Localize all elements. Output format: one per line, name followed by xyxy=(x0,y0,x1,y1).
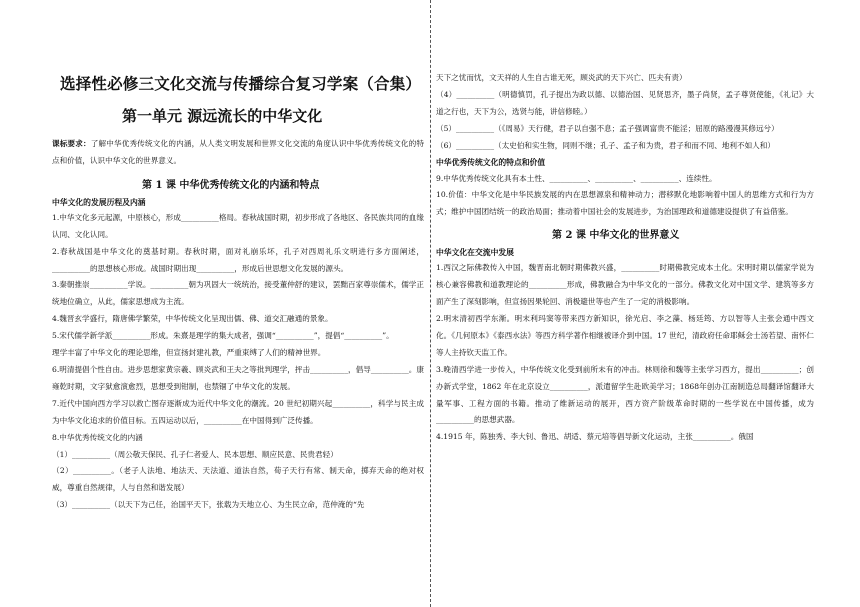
paragraph: （5）__________（《周易》天行健，君子以自强不息；孟子强调富贵不能淫；屈原的路漫漫其修远兮） xyxy=(436,123,779,133)
left-column xyxy=(52,136,424,514)
paragraph: 理学丰富了中华文化的理论思维，但宣扬封建礼教，严重束缚了人们的精神世界。 xyxy=(52,348,326,358)
right-column xyxy=(436,70,814,446)
unit-title: 第一单元 源远流长的中华文化 xyxy=(122,107,323,125)
section-heading-history: 中华文化的发展历程及内涵 xyxy=(52,197,146,207)
paragraph: 3.晚清西学进一步传入，中华传统文化受到前所未有的冲击。林则徐和魏等主张学习西方，提出__________；创办新式学堂，1862 年在北京设立__________，派遣留学生赴欧美学习；1868年创办江南制造总局翻译馆翻译大量军事、工程方面的书籍。推动了维新运动的展开，西方资产阶级革命时期的一些学说在中国传播，成为__________的思想武器。 xyxy=(436,364,814,425)
paragraph: （2）__________。（老子人法地、地法天、天法道、道法自然，荀子天行有常、制天命，掷弃天命的绝对权威，尊重自然规律，人与自然和谐发展） xyxy=(52,466,424,493)
paragraph: 1.中华文化多元起源，中原核心，形成__________格局。春秋战国时期，初步形成了各地区、各民族共同的血缘认同、文化认同。 xyxy=(52,212,424,239)
paragraph: 4.魏晋玄学盛行，隋唐佛学繁荣，中华传统文化呈现出儒、佛、道交汇融通的景象。 xyxy=(52,314,333,324)
lesson2-title: 第 2 课 中华文化的世界意义 xyxy=(552,230,680,242)
lesson1-heading-wrap xyxy=(52,170,424,196)
paragraph: （4）__________（明德慎罚，孔子提出为政以德、以德治国、见贤思齐，墨子尚贤，孟子尊贤使能，《礼记》大道之行也，天下为公，选贤与能，讲信修睦。） xyxy=(436,89,814,116)
lesson2-heading-wrap xyxy=(436,221,814,245)
standard-label: 课标要求： xyxy=(52,139,91,148)
paragraph: 6.明清提倡个性自由。进步思想家黄宗羲、顾炎武和王夫之等批判理学，抨击__________，倡导__________。康雍乾时期，文字狱愈演愈烈，思想受到钳制，也禁锢了中华文化的发展。 xyxy=(52,364,424,391)
section-heading-features: 中华优秀传统文化的特点和价值 xyxy=(436,157,546,167)
paragraph: 3.秦朝推崇__________学说。__________朝为巩固大一统统治，接受董仲舒的建议，罢黜百家尊崇儒术，儒学正统地位确立，从此，儒家思想成为主流。 xyxy=(52,280,424,307)
column-divider xyxy=(430,0,431,607)
curriculum-standard xyxy=(52,136,424,170)
left-paragraphs xyxy=(52,210,424,514)
paragraph: （6）__________（太史伯和实生物，同则不继；孔子、孟子和为贵，君子和而不同、地利不如人和） xyxy=(436,140,775,150)
paragraph: （3）__________（以天下为己任，治国平天下，张载为天地立心、为生民立命，范仲淹的“先 xyxy=(52,500,365,510)
paragraph: 天下之忧而忧，文天祥的人生自古谁无死，顾炎武的天下兴亡、匹夫有责） xyxy=(436,73,687,82)
section-heading-exchange: 中华文化在交流中发展 xyxy=(436,248,514,258)
paragraph: 5.宋代儒学新学派__________形成。朱熹是理学的集大成者，强调“__________”，提倡“__________”。 xyxy=(52,331,394,341)
lesson1-title: 第 1 课 中华优秀传统文化的内涵和特点 xyxy=(142,179,320,191)
paragraph: 7.近代中国向西方学习以救亡图存逐渐成为近代中华文化的潮流。20 世纪初期兴起__________，科学与民主成为中华文化追求的价值目标。五四运动以后，__________在中国得到广泛传播。 xyxy=(52,398,424,425)
paragraph: 8.中华优秀传统文化的内涵 xyxy=(52,432,143,442)
document-title: 选择性必修三文化交流与传播综合复习学案（合集） xyxy=(60,74,422,93)
paragraph: （1）__________（周公敬天保民、孔子仁者爱人、民本思想、顺应民意、民贵君轻） xyxy=(52,449,338,459)
paragraph: 4.1915 年，陈独秀、李大钊、鲁迅、胡适、蔡元培等倡导新文化运动，主张__________。俄国 xyxy=(436,432,754,442)
paragraph: 2.明末清初西学东渐。明末利玛窦等带来西方新知识，徐光启、李之藻、杨廷筠、方以智等人主张会通中西文化。《几何原本》《泰西水法》等西方科学著作相继被译介到中国。17 世纪，清政府任命耶稣会士汤若望、南怀仁等人主持钦天监工作。 xyxy=(436,313,814,357)
paragraph: 9.中华优秀传统文化具有本土性、__________、__________、__________、连续性。 xyxy=(436,173,717,183)
paragraph: 10.价值：中华文化是中华民族发展的内在思想源泉和精神动力；潜移默化地影响着中国人的思维方式和行为方式；维护中国团结统一的政治局面；推动着中国社会的发展进步，为治国理政和道德建设提供了有益借鉴。 xyxy=(436,190,814,217)
paragraph: 2.春秋战国是中华文化的奠基时期。春秋时期，面对礼崩乐坏，孔子对西周礼乐文明进行多方面阐述，__________的思想核心形成。战国时期出现__________，形成后世思想文化发展的源头。 xyxy=(52,246,424,273)
paragraph: 1.西汉之际佛教传入中国，魏晋南北朝时期佛教兴盛，__________时期佛教完成本土化。宋明时期以儒家学说为核心兼容佛教和道教理论的__________形成，佛教融合为中华文化的一部分。佛教文化对中国文学、建筑等多方面产生了深刻影响，但宣扬因果轮回、消极避世等也产生了一定的消极影响。 xyxy=(436,263,814,307)
standard-text: 了解中华优秀传统文化的内涵，从人类文明发展和世界文化交流的角度认识中华优秀传统文化的特点和价值，认识中华文化的世界意义。 xyxy=(52,139,425,165)
